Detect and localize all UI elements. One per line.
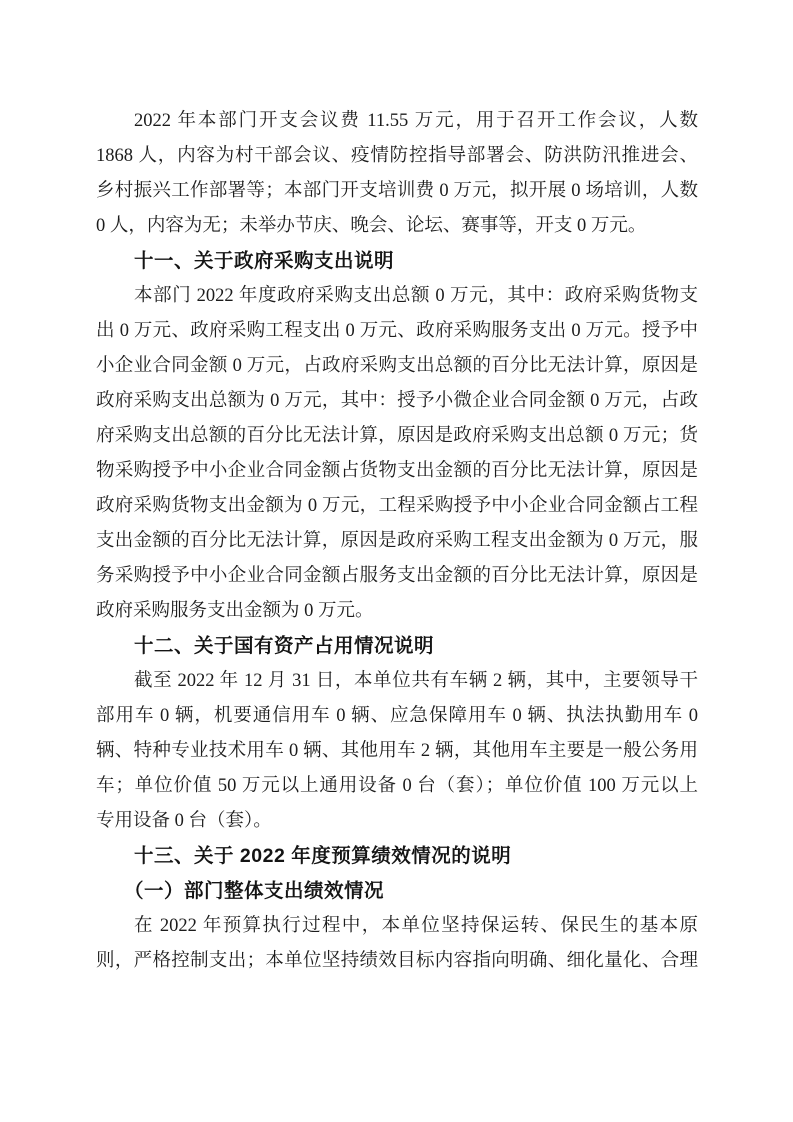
text-line: 乡村振兴工作部署等；本部门开支培训费 0 万元，拟开展 0 场培训，人数 xyxy=(96,181,698,201)
text-line: 务采购授予中小企业合同金额占服务支出金额的百分比无法计算，原因是 xyxy=(96,566,698,586)
text-line: 本部门 2022 年度政府采购支出总额 0 万元，其中：政府采购货物支 xyxy=(134,286,698,306)
text-line: 部用车 0 辆，机要通信用车 0 辆、应急保障用车 0 辆、执法执勤用车 0 xyxy=(96,706,698,726)
text-line: 物采购授予中小企业合同金额占货物支出金额的百分比无法计算，原因是 xyxy=(96,461,698,481)
text-line: 府采购支出总额的百分比无法计算，原因是政府采购支出总额 0 万元；货 xyxy=(96,426,698,446)
text-line: 辆、特种专业技术用车 0 辆、其他用车 2 辆，其他用车主要是一般公务用 xyxy=(96,741,698,761)
text-line: 小企业合同金额 0 万元，占政府采购支出总额的百分比无法计算，原因是 xyxy=(96,356,698,376)
para-budget-performance xyxy=(96,909,698,979)
heading-section-11-procurement: 十一、关于政府采购支出说明 xyxy=(134,250,395,272)
page-body xyxy=(96,104,698,979)
para-government-procurement xyxy=(96,279,698,629)
heading-section-13-performance: 十三、关于 2022 年度预算绩效情况的说明 xyxy=(134,845,512,867)
heading-subsection-1-overall-performance: （一）部门整体支出绩效情况 xyxy=(124,880,385,902)
para-meeting-and-training-expenses xyxy=(96,104,698,244)
para-state-owned-assets xyxy=(96,664,698,839)
text-line: 政府采购货物支出金额为 0 万元，工程采购授予中小企业合同金额占工程 xyxy=(96,496,698,516)
text-line: 0 人，内容为无；未举办节庆、晚会、论坛、赛事等，开支 0 万元。 xyxy=(96,216,647,236)
text-line: 则，严格控制支出；本单位坚持绩效目标内容指向明确、细化量化、合理 xyxy=(96,951,698,971)
text-line: 在 2022 年预算执行过程中，本单位坚持保运转、保民生的基本原 xyxy=(134,916,698,936)
text-line: 出 0 万元、政府采购工程支出 0 万元、政府采购服务支出 0 万元。授予中 xyxy=(96,321,698,341)
heading-section-12-assets: 十二、关于国有资产占用情况说明 xyxy=(134,635,435,657)
text-line: 支出金额的百分比无法计算，原因是政府采购工程支出金额为 0 万元，服 xyxy=(96,531,698,551)
text-line: 政府采购支出总额为 0 万元，其中：授予小微企业合同金额 0 万元，占政 xyxy=(96,391,698,411)
text-line: 1868 人，内容为村干部会议、疫情防控指导部署会、防洪防汛推进会、 xyxy=(96,146,698,166)
text-line: 专用设备 0 台（套）。 xyxy=(96,811,272,831)
text-line: 截至 2022 年 12 月 31 日，本单位共有车辆 2 辆，其中，主要领导干 xyxy=(134,671,698,691)
text-line: 2022 年本部门开支会议费 11.55 万元，用于召开工作会议，人数 xyxy=(134,111,698,131)
text-line: 车；单位价值 50 万元以上通用设备 0 台（套）；单位价值 100 万元以上 xyxy=(96,776,698,796)
text-line: 政府采购服务支出金额为 0 万元。 xyxy=(96,601,374,621)
